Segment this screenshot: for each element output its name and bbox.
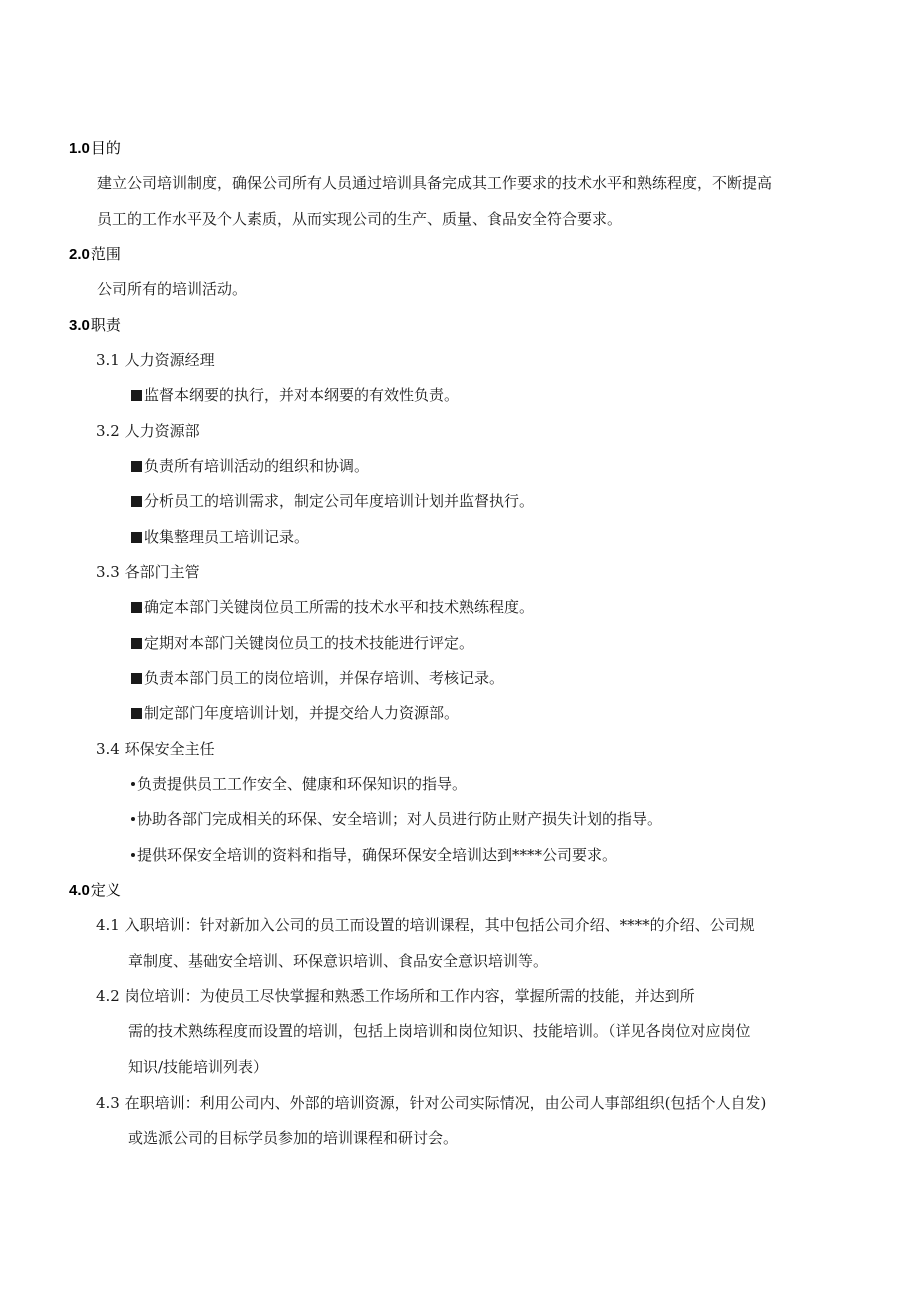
square-bullet-icon bbox=[131, 602, 142, 613]
list-item: 确定本部门关键岗位员工所需的技术水平和技术熟练程度。 bbox=[131, 597, 534, 617]
section-title: 范围 bbox=[90, 245, 121, 263]
definition-line: 4.2 岗位培训：为使员工尽快掌握和熟悉工作场所和工作内容，掌握所需的技能，并达到所 bbox=[96, 987, 695, 1005]
section-number: 3.0 bbox=[69, 317, 90, 334]
section-number: 1.0 bbox=[69, 140, 90, 157]
section-heading-purpose bbox=[69, 138, 121, 159]
definition-line: 章制度、基础安全培训、环保意识培训、食品安全意识培训等。 bbox=[128, 952, 549, 970]
section-heading-definitions bbox=[69, 880, 121, 901]
paragraph-line: 建立公司培训制度，确保公司所有人员通过培训具备完成其工作要求的技术水平和熟练程度，不断提高 bbox=[97, 174, 773, 192]
section-title: 职责 bbox=[90, 316, 121, 334]
section-number: 2.0 bbox=[69, 246, 90, 263]
list-item: 监督本纲要的执行，并对本纲要的有效性负责。 bbox=[131, 385, 459, 405]
square-bullet-icon bbox=[131, 708, 142, 719]
section-title: 目的 bbox=[90, 139, 121, 157]
subsection-label: 3.2 人力资源部 bbox=[96, 422, 200, 440]
dot-bullet-icon bbox=[131, 782, 135, 786]
paragraph-line: 公司所有的培训活动。 bbox=[97, 280, 248, 298]
definition-line: 4.3 在职培训：利用公司内、外部的培训资源，针对公司实际情况，由公司人事部组织(包括个人自发) bbox=[96, 1094, 767, 1112]
square-bullet-icon bbox=[131, 496, 142, 507]
list-item: 定期对本部门关键岗位员工的技术技能进行评定。 bbox=[131, 633, 474, 653]
square-bullet-icon bbox=[131, 390, 142, 401]
definition-line: 需的技术熟练程度而设置的培训，包括上岗培训和岗位知识、技能培训。（详见各岗位对应岗位 bbox=[128, 1022, 751, 1040]
list-item: 收集整理员工培训记录。 bbox=[131, 527, 309, 547]
subsection-label: 3.3 各部门主管 bbox=[96, 563, 200, 581]
list-item: 负责本部门员工的岗位培训，并保存培训、考核记录。 bbox=[131, 668, 504, 688]
section-number: 4.0 bbox=[69, 882, 90, 899]
subsection-label: 3.4 环保安全主任 bbox=[96, 740, 215, 758]
dot-bullet-icon bbox=[131, 853, 135, 857]
subsection-label: 3.1 人力资源经理 bbox=[96, 351, 215, 369]
section-title: 定义 bbox=[90, 881, 121, 899]
section-heading-responsibilities bbox=[69, 315, 121, 336]
square-bullet-icon bbox=[131, 673, 142, 684]
definition-line: 4.1 入职培训：针对新加入公司的员工而设置的培训课程，其中包括公司介绍、****的介绍、公司规 bbox=[96, 916, 755, 934]
list-item: 协助各部门完成相关的环保、安全培训；对人员进行防止财产损失计划的指导。 bbox=[131, 809, 662, 829]
list-item: 负责提供员工工作安全、健康和环保知识的指导。 bbox=[131, 774, 467, 794]
square-bullet-icon bbox=[131, 461, 142, 472]
dot-bullet-icon bbox=[131, 817, 135, 821]
list-item: 提供环保安全培训的资料和指导，确保环保安全培训达到****公司要求。 bbox=[131, 845, 617, 865]
list-item: 负责所有培训活动的组织和协调。 bbox=[131, 456, 369, 476]
section-heading-scope bbox=[69, 244, 121, 265]
paragraph-line: 员工的工作水平及个人素质，从而实现公司的生产、质量、食品安全符合要求。 bbox=[97, 210, 623, 228]
square-bullet-icon bbox=[131, 532, 142, 543]
list-item: 分析员工的培训需求，制定公司年度培训计划并监督执行。 bbox=[131, 491, 534, 511]
definition-line: 知识/技能培训列表） bbox=[128, 1058, 269, 1076]
definition-line: 或选派公司的目标学员参加的培训课程和研讨会。 bbox=[128, 1129, 459, 1147]
square-bullet-icon bbox=[131, 638, 142, 649]
list-item: 制定部门年度培训计划，并提交给人力资源部。 bbox=[131, 703, 459, 723]
